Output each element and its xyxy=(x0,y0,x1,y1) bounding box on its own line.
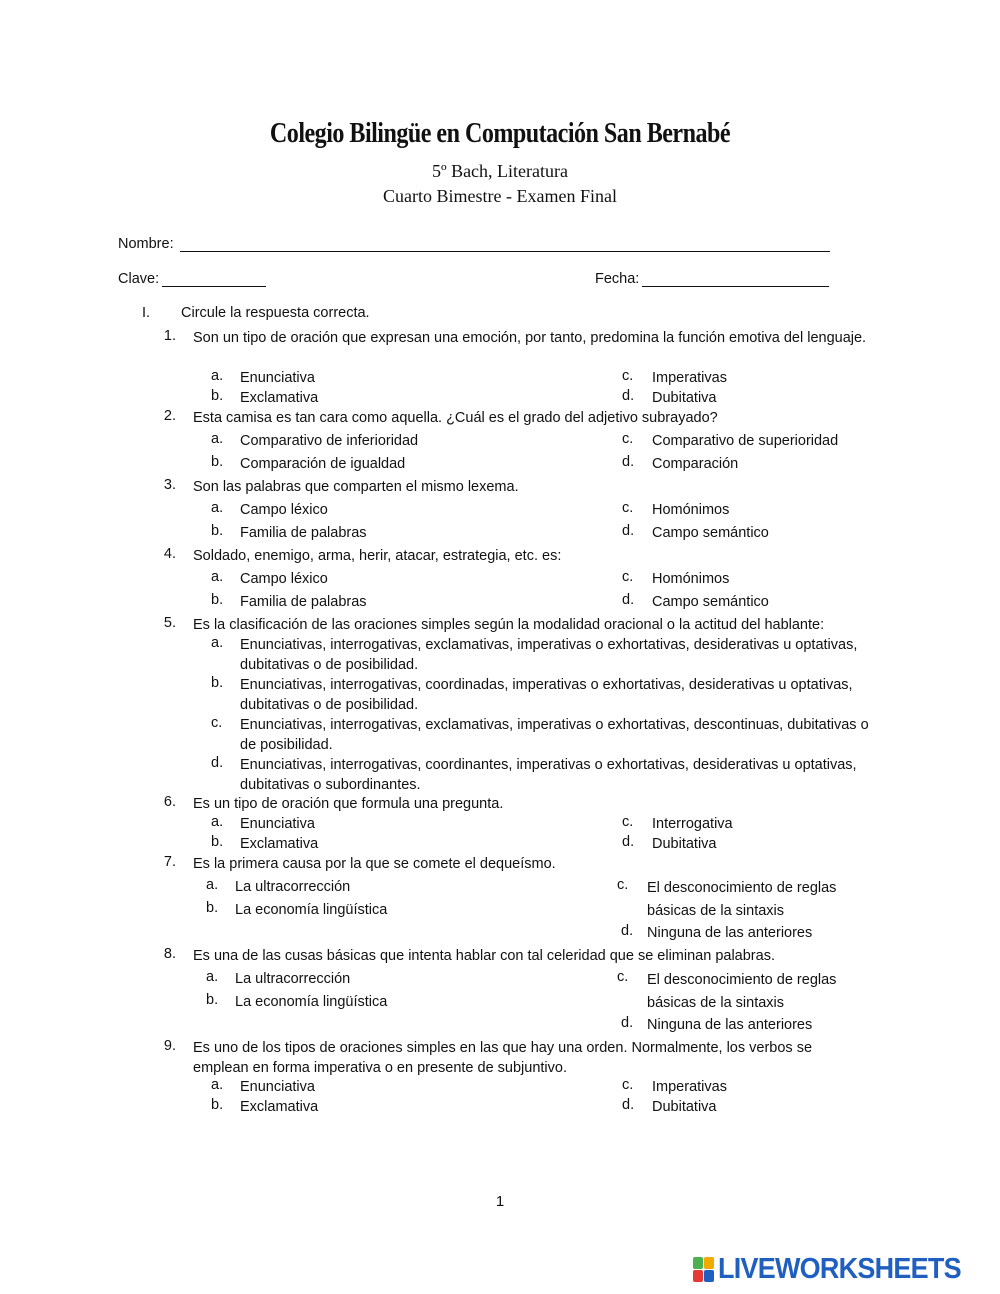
option-b[interactable]: Exclamativa xyxy=(240,1099,319,1115)
question-number: 7. xyxy=(163,854,176,870)
section-roman: I. xyxy=(142,305,151,321)
option-letter: a. xyxy=(211,569,224,585)
option-letter: a. xyxy=(211,500,224,516)
option-c[interactable]: El desconocimiento de reglas básicas de la sintaxis xyxy=(647,880,837,919)
option-letter: b. xyxy=(211,1097,224,1113)
option-letter: a. xyxy=(211,368,224,384)
question-number: 4. xyxy=(163,546,176,562)
option-c[interactable]: Homónimos xyxy=(652,571,730,587)
option-a[interactable]: Campo léxico xyxy=(240,571,328,587)
fecha-label: Fecha: xyxy=(595,271,640,287)
option-letter: b. xyxy=(211,388,224,404)
question-text: Soldado, enemigo, arma, herir, atacar, estrategia, etc. es: xyxy=(193,548,562,564)
option-d[interactable]: Comparación xyxy=(652,456,739,472)
question-number: 6. xyxy=(163,794,176,810)
option-letter: b. xyxy=(211,834,224,850)
option-letter: c. xyxy=(622,368,634,384)
option-letter: d. xyxy=(622,454,635,470)
option-c[interactable]: El desconocimiento de reglas básicas de la sintaxis xyxy=(647,972,837,1011)
clave-field[interactable] xyxy=(162,286,266,287)
question-number: 2. xyxy=(163,408,176,424)
brand-name: LIVEWORKSHEETS xyxy=(718,1253,961,1285)
option-d[interactable]: Campo semántico xyxy=(652,594,769,610)
option-a[interactable]: Enunciativa xyxy=(240,816,315,832)
option-b[interactable]: Comparación de igualdad xyxy=(240,456,406,472)
option-letter: c. xyxy=(617,877,629,893)
option-c[interactable]: Comparativo de superioridad xyxy=(652,433,839,449)
option-d[interactable]: Campo semántico xyxy=(652,525,769,541)
option-d[interactable]: Enunciativas, interrogativas, coordinantes, imperativas o exhortativas, desiderativas u optativas, dubitativas o subordinantes. xyxy=(240,757,857,793)
option-letter: b. xyxy=(211,675,224,691)
question-number: 8. xyxy=(163,946,176,962)
option-b[interactable]: Exclamativa xyxy=(240,390,319,406)
question-text: Es la clasificación de las oraciones simples según la modalidad oracional o la actitud del hablante: xyxy=(193,617,825,633)
option-d[interactable]: Dubitativa xyxy=(652,1099,717,1115)
option-a[interactable]: Enunciativas, interrogativas, exclamativas, imperativas o exhortativas, desiderativas u optativas, dubitativas o de posibilidad. xyxy=(240,637,858,673)
page-number: 1 xyxy=(495,1193,505,1210)
question-number: 3. xyxy=(163,477,176,493)
question-text: Es un tipo de oración que formula una pregunta. xyxy=(193,796,504,812)
option-letter: d. xyxy=(621,1015,634,1031)
option-a[interactable]: La ultracorrección xyxy=(235,879,351,895)
name-label: Nombre: xyxy=(118,236,174,252)
option-c[interactable]: Interrogativa xyxy=(652,816,733,832)
option-c[interactable]: Enunciativas, interrogativas, exclamativas, imperativas o exhortativas, descontinuas, dubitativas o de posibilidad. xyxy=(240,717,869,753)
question-text: Son las palabras que comparten el mismo lexema. xyxy=(193,479,519,495)
question-text: Es una de las cusas básicas que intenta hablar con tal celeridad que se eliminan palabras. xyxy=(193,948,775,964)
option-letter: d. xyxy=(622,388,635,404)
section-title: Circule la respuesta correcta. xyxy=(181,305,370,321)
option-letter: c. xyxy=(622,569,634,585)
option-d[interactable]: Dubitativa xyxy=(652,836,717,852)
school-title: Colegio Bilingüe en Computación San Bernabé xyxy=(269,118,731,149)
course-subtitle: 5º Bach, Literatura xyxy=(431,161,569,181)
option-letter: d. xyxy=(622,523,635,539)
option-letter: a. xyxy=(211,1077,224,1093)
option-letter: c. xyxy=(617,969,629,985)
question-number: 1. xyxy=(163,328,176,344)
option-b[interactable]: Enunciativas, interrogativas, coordinadas, imperativas o exhortativas, desiderativas u optativas, dubitativas o de posibilidad. xyxy=(240,677,853,713)
option-letter: b. xyxy=(211,592,224,608)
option-letter: b. xyxy=(211,454,224,470)
question-text: Son un tipo de oración que expresan una emoción, por tanto, predomina la función emotiva del lenguaje. xyxy=(193,330,867,346)
option-b[interactable]: La economía lingüística xyxy=(235,994,388,1010)
option-letter: c. xyxy=(622,814,634,830)
option-a[interactable]: Enunciativa xyxy=(240,1079,315,1095)
option-d[interactable]: Ninguna de las anteriores xyxy=(647,925,813,941)
option-letter: b. xyxy=(211,523,224,539)
logo-blocks-icon xyxy=(693,1257,715,1283)
option-a[interactable]: Enunciativa xyxy=(240,370,315,386)
option-letter: c. xyxy=(622,431,634,447)
question-text: Es uno de los tipos de oraciones simples en las que hay una orden. Normalmente, los verbos se emplean en forma imperativa o en presente de subjuntivo. xyxy=(193,1040,813,1076)
name-field[interactable] xyxy=(180,251,830,252)
question-text: Esta camisa es tan cara como aquella. ¿Cuál es el grado del adjetivo subrayado? xyxy=(193,410,718,426)
option-b[interactable]: Familia de palabras xyxy=(240,525,367,541)
option-c[interactable]: Imperativas xyxy=(652,370,727,386)
option-letter: c. xyxy=(622,1077,634,1093)
fecha-field[interactable] xyxy=(642,286,829,287)
option-letter: d. xyxy=(211,755,224,771)
exam-subtitle: Cuarto Bimestre - Examen Final xyxy=(383,186,617,206)
question-number: 9. xyxy=(163,1038,176,1054)
option-c[interactable]: Imperativas xyxy=(652,1079,727,1095)
option-a[interactable]: Comparativo de inferioridad xyxy=(240,433,419,449)
option-letter: d. xyxy=(622,834,635,850)
option-letter: a. xyxy=(211,431,224,447)
liveworksheets-logo xyxy=(693,1255,989,1285)
option-a[interactable]: Campo léxico xyxy=(240,502,328,518)
option-letter: a. xyxy=(206,969,219,985)
option-letter: b. xyxy=(206,992,219,1008)
option-letter: c. xyxy=(211,715,223,731)
option-letter: a. xyxy=(206,877,219,893)
option-d[interactable]: Dubitativa xyxy=(652,390,717,406)
option-b[interactable]: Familia de palabras xyxy=(240,594,367,610)
option-letter: d. xyxy=(621,923,634,939)
question-number: 5. xyxy=(163,615,176,631)
option-letter: d. xyxy=(622,592,635,608)
option-d[interactable]: Ninguna de las anteriores xyxy=(647,1017,813,1033)
option-c[interactable]: Homónimos xyxy=(652,502,730,518)
option-letter: c. xyxy=(622,500,634,516)
clave-label: Clave: xyxy=(118,271,160,287)
option-b[interactable]: La economía lingüística xyxy=(235,902,388,918)
option-letter: a. xyxy=(211,635,224,651)
option-letter: b. xyxy=(206,900,219,916)
option-letter: a. xyxy=(211,814,224,830)
option-letter: d. xyxy=(622,1097,635,1113)
option-a[interactable]: La ultracorrección xyxy=(235,971,351,987)
option-b[interactable]: Exclamativa xyxy=(240,836,319,852)
question-text: Es la primera causa por la que se comete el dequeísmo. xyxy=(193,856,556,872)
